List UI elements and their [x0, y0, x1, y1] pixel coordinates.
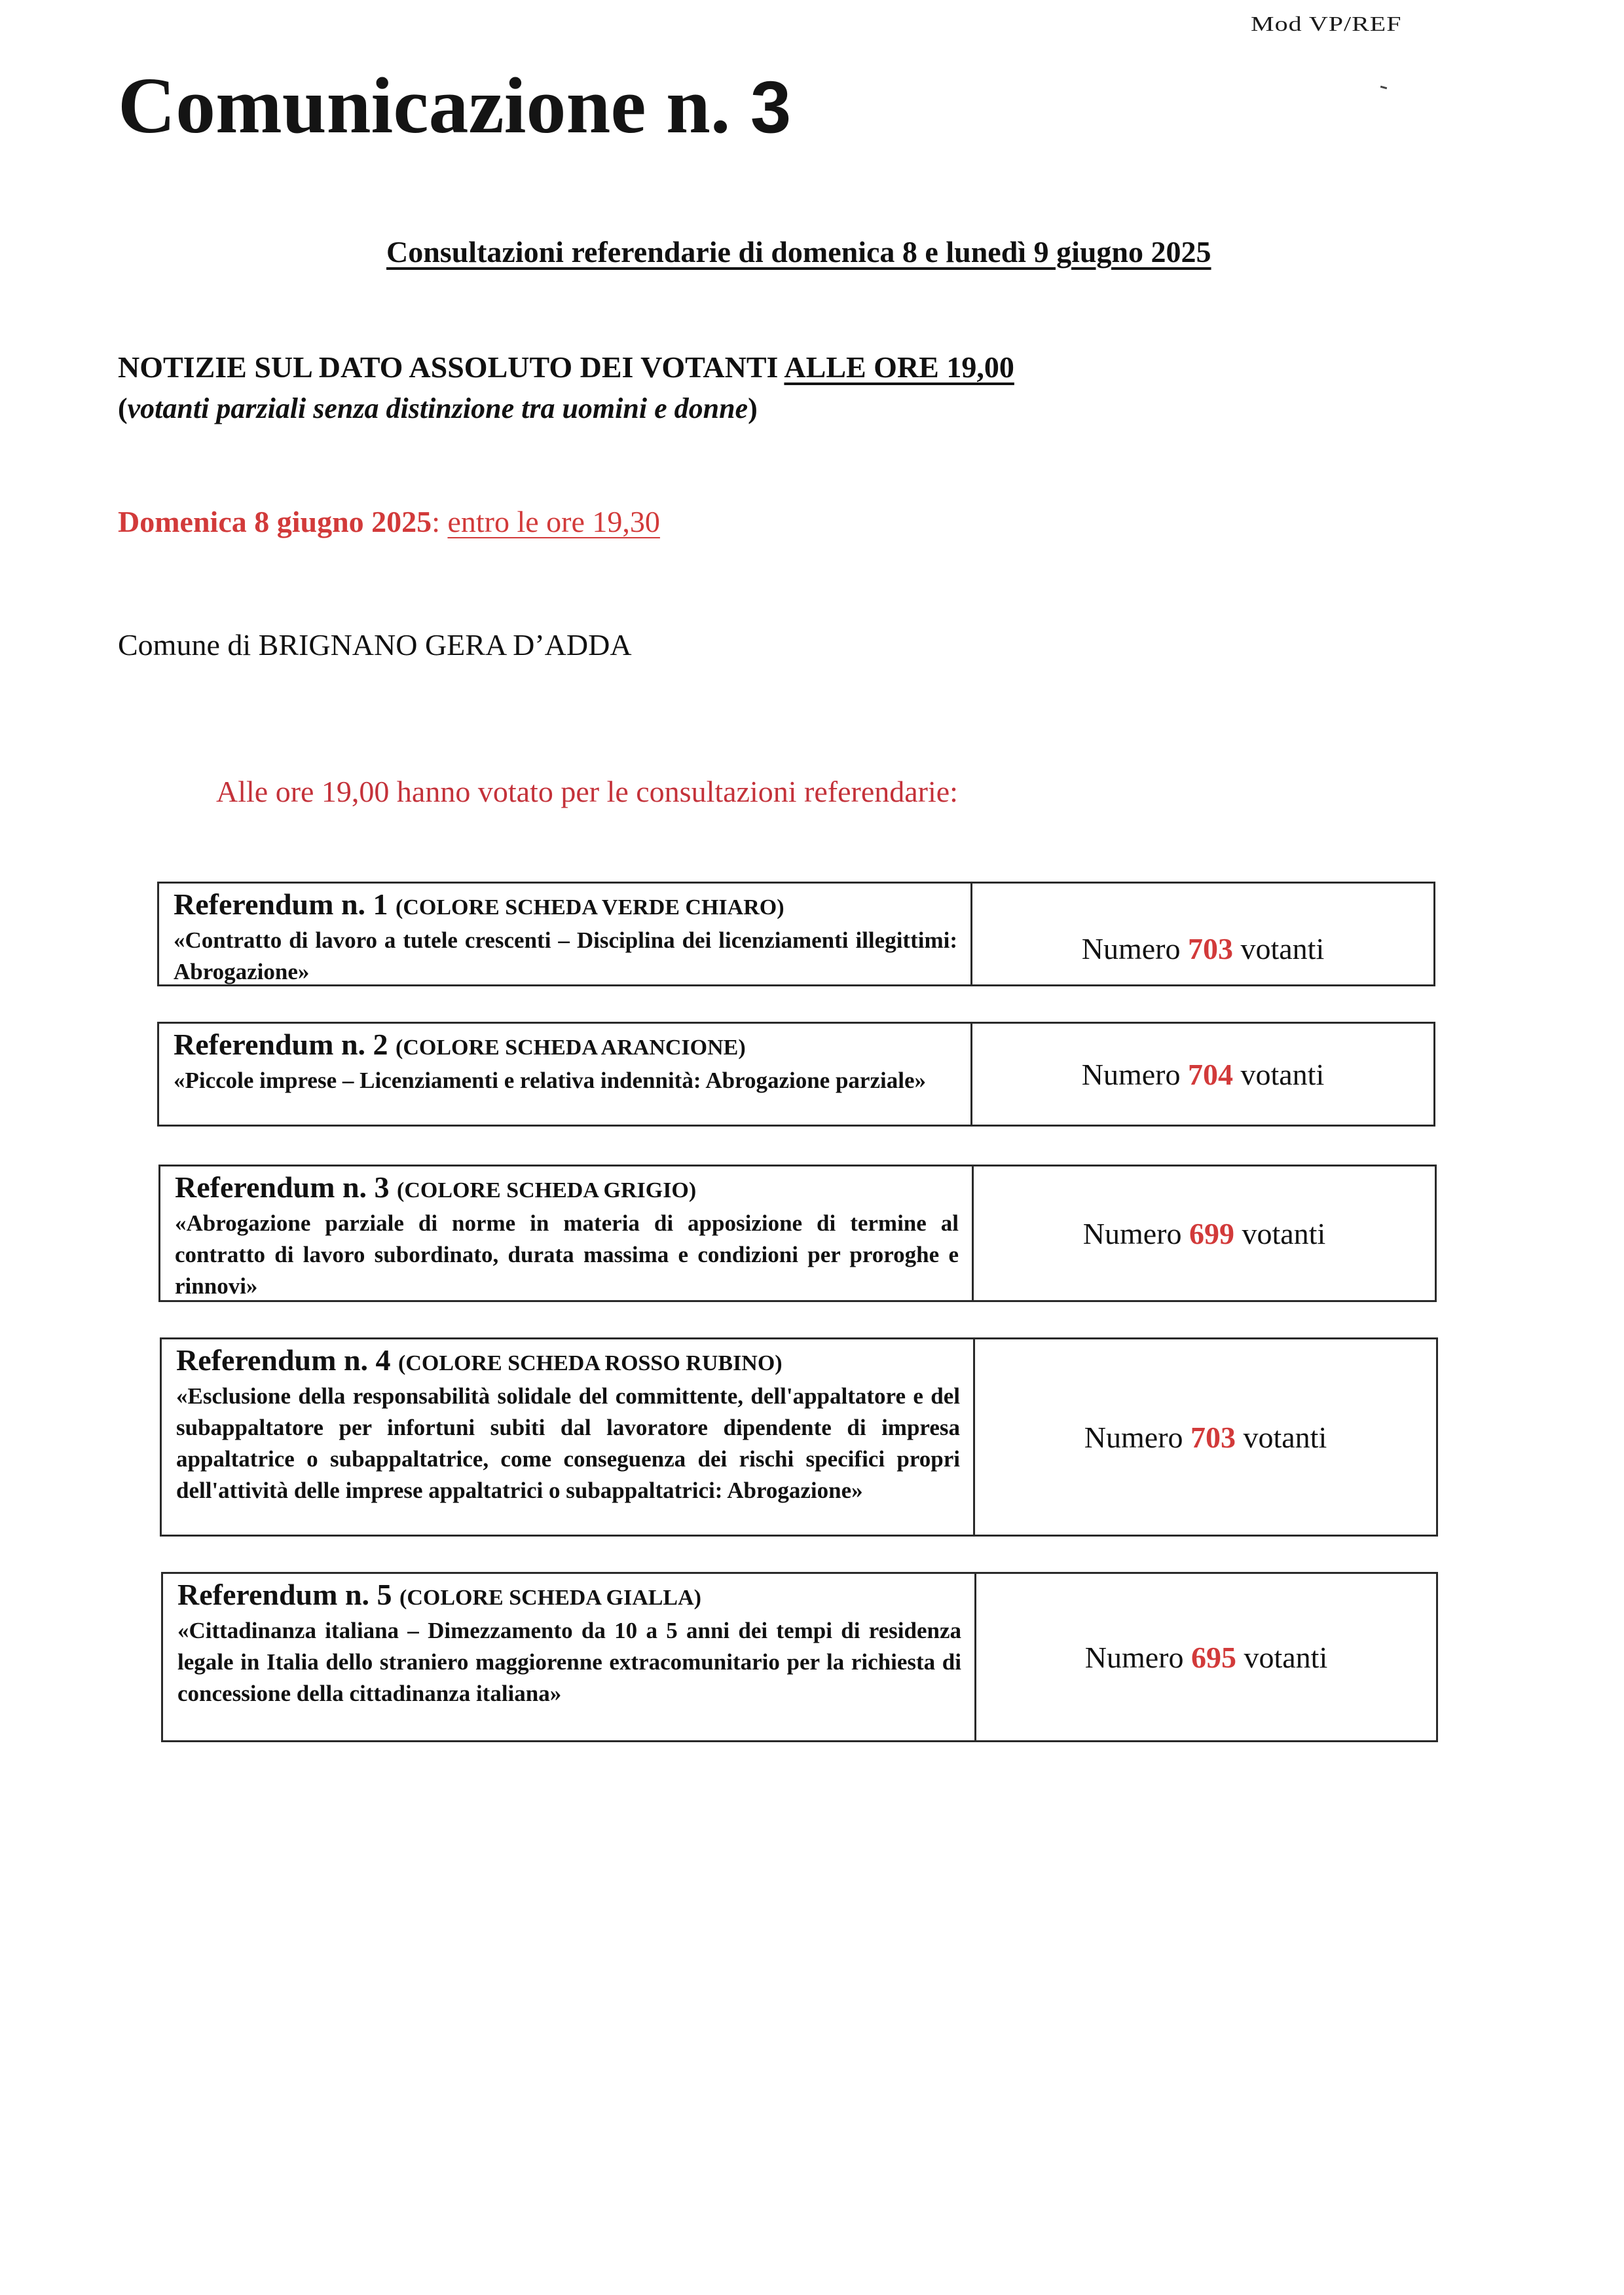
voter-count: 703	[1190, 1420, 1236, 1454]
referendum-heading	[174, 887, 957, 925]
voter-count: 695	[1190, 1640, 1236, 1674]
note-italic: votanti parziali senza distinzione tra uomini e donne	[127, 392, 748, 424]
referendum-heading	[176, 1343, 960, 1381]
comune-label: Comune di	[118, 628, 259, 662]
title-text: Comunicazione n.	[118, 62, 750, 150]
referendum-info	[159, 1024, 972, 1125]
voter-count: 704	[1187, 1057, 1233, 1091]
ballot-color: (COLORE SCHEDA GRIGIO)	[397, 1178, 697, 1203]
count-prefix: Numero	[1082, 1216, 1182, 1250]
referendum-box-5	[161, 1572, 1438, 1742]
referendum-title: Referendum n. 1	[174, 887, 396, 921]
referendum-box-3	[158, 1165, 1437, 1302]
voter-count-cell	[972, 1024, 1433, 1125]
count-prefix: Numero	[1081, 931, 1181, 965]
referendum-heading	[175, 1170, 959, 1208]
notizie-heading	[118, 350, 1014, 384]
voter-count-cell	[975, 1339, 1436, 1535]
count-prefix: Numero	[1084, 1640, 1184, 1674]
notizie-time: ALLE ORE 19,00	[784, 350, 1014, 384]
referendum-box-4	[160, 1337, 1438, 1537]
intro-text: Alle ore 19,00 hanno votato per le consultazioni referendarie:	[216, 775, 958, 808]
title-number: 3	[750, 66, 792, 148]
deadline-time: entro le ore 19,30	[447, 505, 660, 538]
deadline-separator: :	[432, 505, 448, 538]
page-title	[118, 60, 791, 152]
note-open-paren: (	[118, 392, 128, 424]
referendum-description: «Esclusione della responsabilità solidale del committente, dell'appaltatore e del subappaltatore per infortuni subiti dal lavoratore dipendente di impresa appaltatrice o subappaltatrice, come conseguenza dei rischi specifici propri dell'attività delle imprese appaltatrici o subappaltatrici: Abrogazione»	[176, 1383, 960, 1503]
referendum-title: Referendum n. 4	[176, 1343, 399, 1377]
referendum-heading	[177, 1578, 961, 1615]
ballot-color: (COLORE SCHEDA ROSSO RUBINO)	[398, 1351, 783, 1375]
deadline-line	[118, 504, 660, 539]
referendum-description: «Piccole imprese – Licenziamenti e relativa indennità: Abrogazione parziale»	[174, 1068, 926, 1093]
referendum-heading	[174, 1028, 957, 1065]
referendum-box-2	[157, 1022, 1435, 1127]
referendum-info	[163, 1574, 976, 1740]
voter-count-cell	[972, 884, 1433, 984]
referendum-title: Referendum n. 5	[177, 1578, 400, 1611]
ballot-color: (COLORE SCHEDA GIALLA)	[399, 1586, 701, 1610]
referendum-description: «Abrogazione parziale di norme in materia di apposizione di termine al contratto di lavoro subordinato, durata massima e condizioni per proroghe e rinnovi»	[175, 1210, 959, 1299]
notizie-note	[118, 392, 758, 425]
comune-line	[118, 627, 632, 662]
scan-mark	[1380, 86, 1387, 89]
note-close-paren: )	[748, 392, 758, 424]
voter-count-cell	[974, 1166, 1435, 1300]
referendum-title: Referendum n. 3	[175, 1170, 397, 1204]
voter-count: 699	[1189, 1216, 1234, 1250]
ballot-color: (COLORE SCHEDA ARANCIONE)	[396, 1036, 746, 1060]
count-suffix: votanti	[1240, 931, 1325, 965]
count-suffix: votanti	[1240, 1057, 1325, 1091]
referendum-description: «Contratto di lavoro a tutele crescenti – Disciplina dei licenziamenti illegittimi: Abrogazione»	[174, 927, 957, 984]
count-prefix: Numero	[1081, 1057, 1181, 1091]
document-subtitle: Consultazioni referendarie di domenica 8 e lunedì 9 giugno 2025	[386, 235, 1211, 269]
referendum-info	[159, 884, 972, 984]
count-suffix: votanti	[1244, 1640, 1328, 1674]
referendum-description: «Cittadinanza italiana – Dimezzamento da 10 a 5 anni dei tempi di residenza legale in Italia dello straniero maggiorenne extracomunitario per la richiesta di concessione della cittadinanza italiana»	[177, 1618, 961, 1706]
comune-name: BRIGNANO GERA D’ADDA	[258, 628, 632, 662]
referendum-info	[160, 1166, 974, 1300]
count-prefix: Numero	[1084, 1420, 1183, 1454]
count-suffix: votanti	[1242, 1216, 1326, 1250]
voter-count: 703	[1187, 931, 1233, 965]
referendum-info	[162, 1339, 975, 1535]
referendum-title: Referendum n. 2	[174, 1028, 396, 1061]
notizie-text: NOTIZIE SUL DATO ASSOLUTO DEI VOTANTI	[118, 350, 784, 384]
voter-count-cell	[976, 1574, 1436, 1740]
count-suffix: votanti	[1243, 1420, 1327, 1454]
ballot-color: (COLORE SCHEDA VERDE CHIARO)	[396, 895, 784, 920]
deadline-day: Domenica 8 giugno 2025	[118, 505, 432, 538]
form-code: Mod VP/REF	[1251, 12, 1402, 35]
referendum-box-1	[157, 882, 1435, 986]
